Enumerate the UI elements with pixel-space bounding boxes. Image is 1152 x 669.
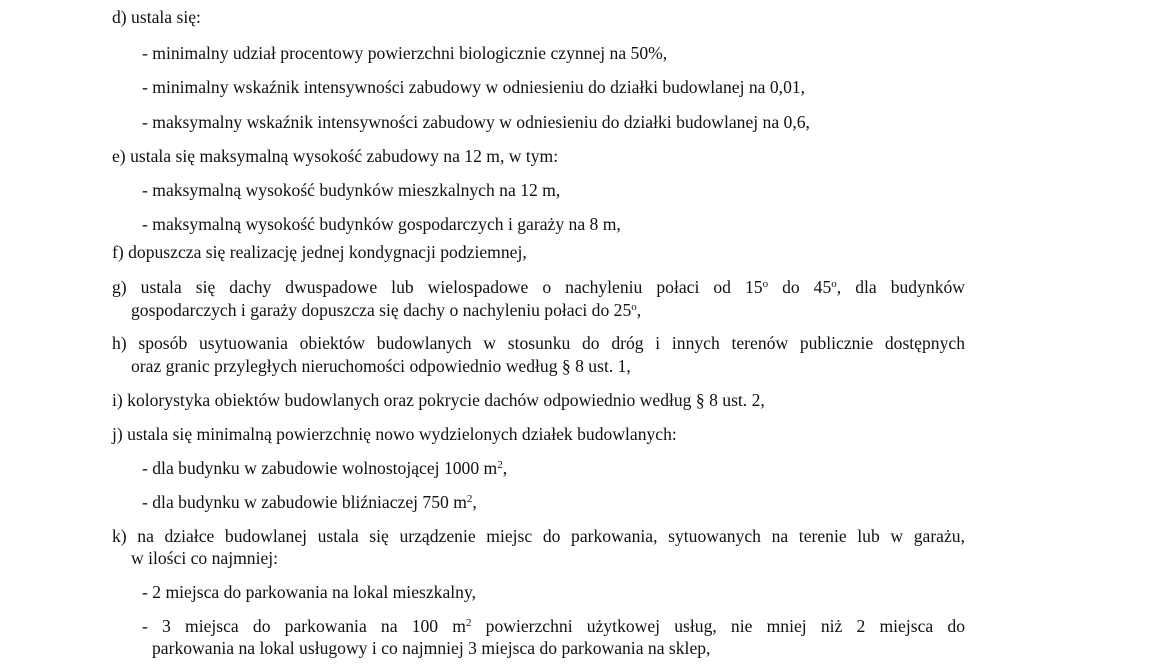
clause-j-item-1: - dla budynku w zabudowie wolnostojącej 1000 $m^2$, <box>142 458 508 478</box>
clause-k-item-2-line-1: - 3 miejsca do parkowania na 100 $m^2$ powierzchni użytkowej usług, nie mniej niż 2 miejsca do <box>142 616 965 636</box>
clause-d-label: d) ustala się: <box>112 7 201 27</box>
clause-k-line-2: w ilości co najmniej: <box>131 548 279 568</box>
clause-e-item-2: - maksymalną wysokość budynków gospodarczych i garaży na 8 m, <box>142 214 621 234</box>
clause-k-item-2-line-2: parkowania na lokal usługowy i co najmniej 3 miejsca do parkowania na sklep, <box>152 638 711 658</box>
clause-h-line-2: oraz granic przyległych nieruchomości odpowiednio według § 8 ust. 1, <box>131 356 631 376</box>
clause-h-line-1: h) sposób usytuowania obiektów budowlanych w stosunku do dróg i innych terenów publicznie dostępnych <box>112 333 965 353</box>
clause-j-item-2: - dla budynku w zabudowie bliźniaczej 750 $m^2$, <box>142 492 477 512</box>
clause-g-line-1: g) ustala się dachy dwuspadowe lub wielospadowe o nachyleniu połaci od 15$^o$ do 45$^o$, dla budynków <box>112 277 965 297</box>
clause-d-item-1: - minimalny udział procentowy powierzchni biologicznie czynnej na 50%, <box>142 43 668 63</box>
clause-d-item-3: - maksymalny wskaźnik intensywności zabudowy w odniesieniu do działki budowlanej na 0,6, <box>142 112 810 132</box>
clause-f-label: f) dopuszcza się realizację jednej kondygnacji podziemnej, <box>112 242 527 262</box>
clause-j-label: j) ustala się minimalną powierzchnię nowo wydzielonych działek budowlanych: <box>112 424 677 444</box>
clause-k-line-1: k) na działce budowlanej ustala się urządzenie miejsc do parkowania, sytuowanych na terenie lub w garażu, <box>112 526 965 546</box>
clause-e-item-1: - maksymalną wysokość budynków mieszkalnych na 12 m, <box>142 180 561 200</box>
clause-i-label: i) kolorystyka obiektów budowlanych oraz pokrycie dachów odpowiednio według § 8 ust. 2, <box>112 390 765 410</box>
clause-k-item-1: - 2 miejsca do parkowania na lokal mieszkalny, <box>142 582 477 602</box>
clause-d-item-2: - minimalny wskaźnik intensywności zabudowy w odniesieniu do działki budowlanej na 0,01, <box>142 77 806 97</box>
clause-g-line-2: gospodarczych i garaży dopuszcza się dachy o nachyleniu połaci do 25$^o$, <box>131 300 642 320</box>
clause-e-label: e) ustala się maksymalną wysokość zabudowy na 12 m, w tym: <box>112 146 559 166</box>
